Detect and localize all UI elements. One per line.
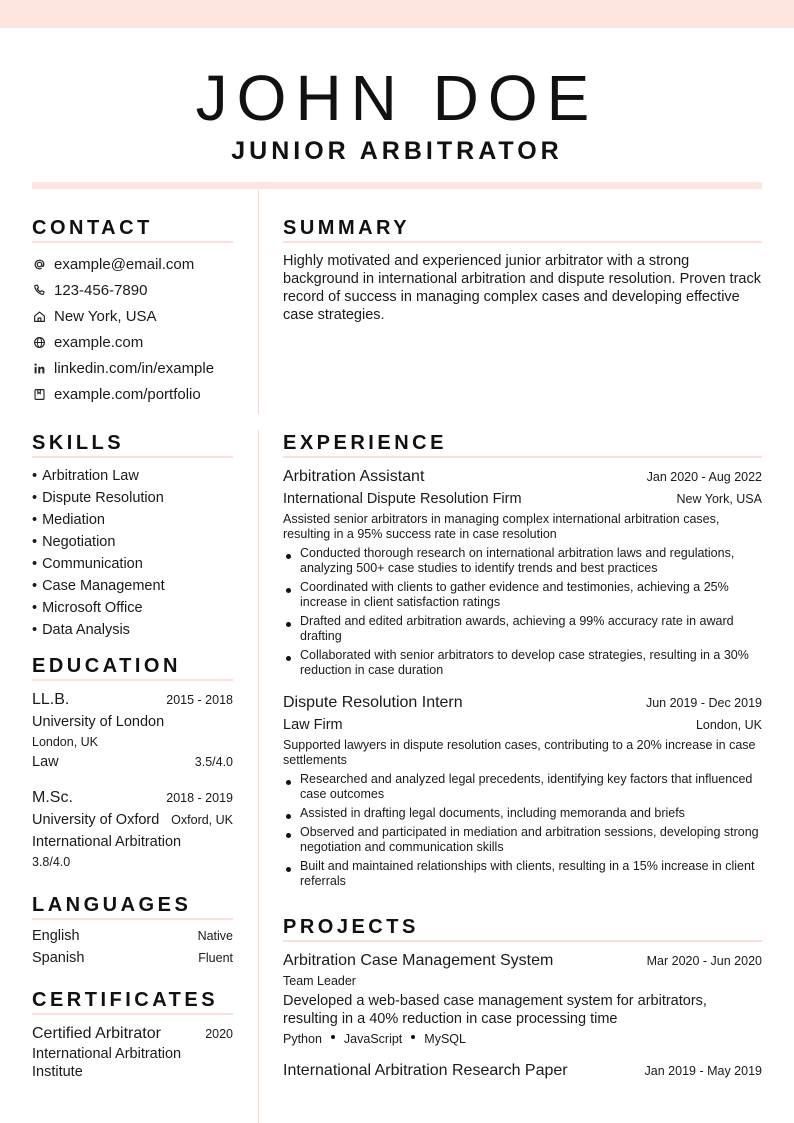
edu-degree: M.Sc.	[32, 789, 73, 806]
education-section	[32, 654, 233, 871]
globe-icon	[32, 335, 46, 349]
job-bullet: Drafted and edited arbitration awards, achieving a 99% accuracy rate in award drafting	[283, 614, 762, 644]
candidate-name: JOHN DOE	[195, 62, 599, 134]
edu-field: Law	[32, 754, 59, 770]
experience-section	[283, 431, 762, 893]
skill-item: • Data Analysis	[32, 619, 233, 641]
contact-list	[32, 251, 233, 407]
job-summary: Supported lawyers in dispute resolution cases, contributing to a 20% increase in case settlements	[283, 738, 756, 767]
contact-section	[32, 216, 233, 407]
project-title: Arbitration Case Management System	[283, 952, 554, 969]
experience-heading: EXPERIENCE	[283, 431, 762, 458]
job-dates: Jan 2020 - Aug 2022	[646, 470, 762, 484]
skill-item: • Mediation	[32, 509, 233, 531]
project-dates: Jan 2019 - May 2019	[644, 1064, 762, 1078]
contact-website-text: example.com	[54, 333, 144, 351]
languages-section	[32, 893, 233, 972]
language-row	[32, 950, 233, 972]
language-row	[32, 928, 233, 950]
contact-location	[32, 303, 233, 329]
skill-item: • Microsoft Office	[32, 597, 233, 619]
skill-item: • Dispute Resolution	[32, 487, 233, 509]
contact-portfolio[interactable]	[32, 381, 233, 407]
linkedin-icon	[32, 361, 46, 375]
edu-school: University of London	[32, 714, 165, 730]
edu-dates: 2018 - 2019	[166, 791, 233, 805]
job-entry	[283, 692, 762, 889]
certificate-issuer: International Arbitration Institute	[32, 1046, 182, 1080]
job-title: Dispute Resolution Intern	[283, 694, 463, 711]
skill-item: • Communication	[32, 553, 233, 575]
project-title: International Arbitration Research Paper	[283, 1062, 568, 1079]
contact-heading: CONTACT	[32, 216, 233, 243]
home-icon	[32, 309, 46, 323]
project-entry	[283, 1060, 762, 1082]
certificates-heading: CERTIFICATES	[32, 988, 233, 1015]
job-bullet: Assisted in drafting legal documents, including memoranda and briefs	[283, 806, 762, 821]
contact-email-text: example@email.com	[54, 255, 195, 273]
job-bullet: Researched and analyzed legal precedents, identifying key factors that influenced case outcomes	[283, 772, 762, 802]
edu-gpa: 3.5/4.0	[194, 755, 233, 769]
education-entry	[32, 787, 233, 871]
job-bullets	[283, 772, 762, 889]
skill-item: • Negotiation	[32, 531, 233, 553]
column-divider-top	[258, 190, 259, 414]
edu-location: Oxford, UK	[171, 813, 233, 827]
tech-tag: MySQL	[424, 1032, 466, 1046]
resume-header	[0, 62, 794, 166]
contact-phone-text: 123-456-7890	[54, 281, 148, 299]
tech-separator	[331, 1035, 335, 1039]
project-entry	[283, 950, 762, 1048]
skill-item: • Case Management	[32, 575, 233, 597]
summary-section	[283, 216, 762, 324]
job-location: London, UK	[695, 718, 762, 732]
language-name: English	[32, 928, 80, 944]
edu-school: University of Oxford	[32, 812, 160, 828]
job-bullets	[283, 546, 762, 678]
job-summary: Assisted senior arbitrators in managing complex international arbitration cases, resulting in a 95% success rate in case resolution	[283, 512, 720, 541]
education-entry	[32, 689, 233, 773]
job-company: Law Firm	[283, 717, 343, 733]
contact-linkedin[interactable]	[32, 355, 233, 381]
portfolio-icon	[32, 387, 46, 401]
contact-location-text: New York, USA	[54, 307, 157, 325]
project-description: Developed a web-based case management system for arbitrators, resulting in a 40% reduction in case processing time	[283, 993, 707, 1027]
summary-text: Highly motivated and experienced junior arbitrator with a strong background in international arbitration and dispute resolution. Proven track record of success in managing complex cases and developing effective case strategies.	[283, 253, 761, 323]
job-dates: Jun 2019 - Dec 2019	[645, 696, 762, 710]
candidate-title: JUNIOR ARBITRATOR	[231, 137, 563, 165]
contact-email[interactable]	[32, 251, 233, 277]
skill-list	[32, 465, 233, 641]
certificates-section	[32, 988, 233, 1081]
contact-website[interactable]	[32, 329, 233, 355]
project-tech-list	[283, 1030, 762, 1048]
language-level: Native	[197, 929, 233, 943]
contact-portfolio-text: example.com/portfolio	[54, 385, 201, 403]
contact-linkedin-text: linkedin.com/in/example	[54, 359, 215, 377]
certificate-name: Certified Arbitrator	[32, 1025, 161, 1042]
phone-icon	[32, 283, 46, 297]
projects-heading: PROJECTS	[283, 915, 762, 942]
job-bullet: Built and maintained relationships with clients, resulting in a 15% increase in client referrals	[283, 859, 762, 889]
language-level: Fluent	[198, 951, 233, 965]
tech-tag: JavaScript	[343, 1032, 403, 1046]
edu-gpa: 3.8/4.0	[32, 855, 71, 869]
skills-section	[32, 431, 233, 641]
column-divider-bottom	[258, 430, 259, 1123]
job-bullet: Observed and participated in mediation and arbitration sessions, developing strong negotiation and communication skills	[283, 825, 762, 855]
tech-separator	[411, 1035, 415, 1039]
summary-heading: SUMMARY	[283, 216, 762, 243]
contact-phone[interactable]	[32, 277, 233, 303]
header-divider	[32, 182, 762, 189]
tech-tag: Python	[283, 1032, 322, 1046]
certificate-entry	[32, 1023, 233, 1081]
skill-item: • Arbitration Law	[32, 465, 233, 487]
job-entry	[283, 466, 762, 678]
projects-section	[283, 915, 762, 1082]
at-icon	[32, 257, 46, 271]
job-bullet: Collaborated with senior arbitrators to develop case strategies, resulting in a 30% reduction in case duration	[283, 648, 762, 678]
job-title: Arbitration Assistant	[283, 468, 425, 485]
language-name: Spanish	[32, 950, 85, 966]
job-company: International Dispute Resolution Firm	[283, 491, 522, 507]
project-role: Team Leader	[283, 974, 356, 988]
job-location: New York, USA	[676, 492, 762, 506]
edu-location: London, UK	[32, 735, 99, 749]
top-accent-band	[0, 0, 794, 28]
project-dates: Mar 2020 - Jun 2020	[646, 954, 762, 968]
job-bullet: Conducted thorough research on international arbitration laws and regulations, analyzing 500+ case studies to identify trends and best practices	[283, 546, 762, 576]
languages-heading: LANGUAGES	[32, 893, 233, 920]
edu-dates: 2015 - 2018	[166, 693, 233, 707]
job-bullet: Coordinated with clients to gather evidence and testimonies, achieving a 25% increase in client satisfaction ratings	[283, 580, 762, 610]
skills-heading: SKILLS	[32, 431, 233, 458]
education-heading: EDUCATION	[32, 654, 233, 681]
certificate-year: 2020	[205, 1027, 233, 1041]
edu-field: International Arbitration	[32, 834, 182, 850]
edu-degree: LL.B.	[32, 691, 70, 708]
